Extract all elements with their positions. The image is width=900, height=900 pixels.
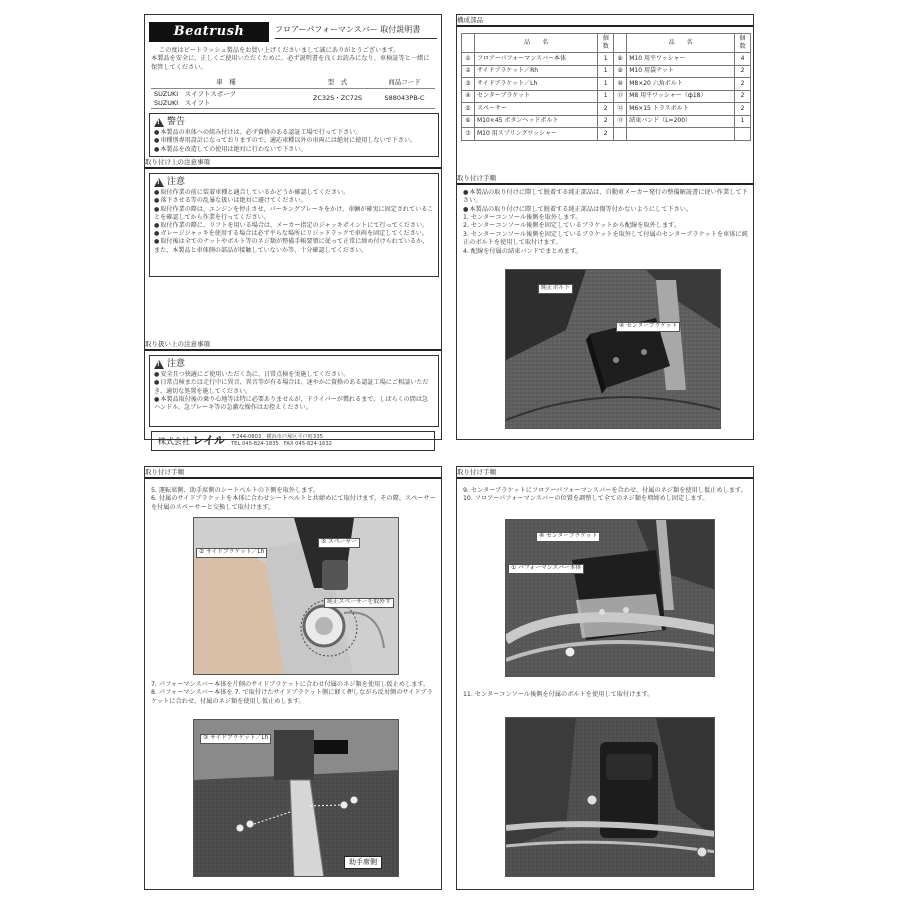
install-notes-box bbox=[149, 173, 439, 277]
callout-bar-body: ① パフォーマンスバー本体 bbox=[508, 564, 584, 574]
part-name: サイドブラケット／Rh bbox=[475, 65, 598, 78]
part-no: ⑥ bbox=[462, 115, 475, 128]
part-no: ① bbox=[462, 53, 475, 66]
procedure1-step-1: 1. センターコンソール後側を取外します。 bbox=[463, 214, 582, 222]
company-phone: TEL 045-824-1835 FAX 045-824-1632 bbox=[231, 441, 332, 447]
instruction-page-1 bbox=[144, 14, 442, 447]
part-name: M10 用平ワッシャー bbox=[627, 53, 735, 66]
part-no: ⑨ bbox=[614, 65, 627, 78]
company-prefix: 株式会社 bbox=[158, 436, 190, 446]
procedure3-step-11-text bbox=[463, 691, 749, 699]
part-no bbox=[614, 128, 627, 141]
part-no: ⑩ bbox=[614, 78, 627, 91]
photo-center-bracket-art bbox=[506, 270, 721, 429]
callout-side-bracket-lh-2: ③ サイドブラケット／Lh bbox=[200, 734, 271, 744]
part-qty: 2 bbox=[598, 115, 614, 128]
warning-icon bbox=[154, 118, 164, 127]
part-qty: 1 bbox=[598, 78, 614, 91]
vehicle-header-model: 型 式 bbox=[301, 77, 374, 88]
vehicle-header-car: 車 種 bbox=[151, 77, 301, 88]
part-qty: 1 bbox=[598, 53, 614, 66]
procedure1-step-4: 4. 配線を付属の結束バンドでまとめます。 bbox=[463, 247, 582, 255]
procedure1-note-2: ● 本製品の取り付けに際して脱着する純正部品は傷等付かないようにして下さい。 bbox=[463, 206, 749, 214]
vehicle-header-code: 商品コード bbox=[374, 77, 435, 88]
part-qty: 2 bbox=[735, 90, 751, 103]
photo-side-bracket bbox=[193, 517, 399, 675]
instruction-page-4 bbox=[456, 466, 754, 890]
part-no: ⑤ bbox=[462, 103, 475, 116]
part-no: ⑦ bbox=[462, 128, 475, 141]
vehicle-table bbox=[151, 77, 435, 109]
install-notes-head bbox=[154, 176, 434, 188]
part-name: M6×15 トラスボルト bbox=[627, 103, 735, 116]
part-name bbox=[627, 128, 735, 141]
parts-th-name-left: 品 名 bbox=[475, 34, 598, 53]
vehicle-car-2: SUZUKI スイフト bbox=[154, 98, 211, 107]
parts-row bbox=[462, 115, 751, 128]
instruction-page-3 bbox=[144, 466, 442, 890]
install-note-2: ● 落下させる等の乱暴な扱いは絶対に避けてください。 bbox=[154, 197, 434, 205]
parts-th-qty-left: 個数 bbox=[598, 34, 614, 53]
part-qty: 2 bbox=[735, 78, 751, 91]
warning-title: 警告 bbox=[167, 117, 186, 127]
part-name: M10×45 ボタンヘッドボルト bbox=[475, 115, 598, 128]
part-qty: 4 bbox=[735, 53, 751, 66]
caution-icon bbox=[154, 178, 164, 187]
procedure2-step-5: 5. 運転席側、助手席側のシートベルトの下側を取外します。 bbox=[151, 487, 320, 494]
part-no: ④ bbox=[462, 90, 475, 103]
company-footer bbox=[151, 431, 435, 451]
procedure1-note-1: ● 本製品の取り付けに際して脱着する純正部品は、自動車メーカー発行の整備解説書に従い作業して下さい。 bbox=[463, 189, 749, 206]
install-note-4: ● 取付作業の際に、リフトを用いる場合は、メーカー指定のジャッキポイントにて行ってください。 bbox=[154, 222, 434, 230]
procedure1-step-2: 2. センターコンソール後側を固定しているブラケットから配線を取外します。 bbox=[463, 222, 681, 230]
handling-notes-heading: 取り扱い上の注意事項 bbox=[145, 341, 441, 351]
callout-remove-spacer: 純正スペーサーを取外す bbox=[324, 598, 394, 608]
warning-heading bbox=[154, 116, 434, 128]
passenger-side-badge: 助手席側 bbox=[344, 856, 382, 869]
procedure2-steps-7-8 bbox=[151, 681, 437, 706]
intro-text bbox=[151, 47, 435, 72]
procedure3-step-11: 11. センターコンソール後側を付属のボルトを使用して取付けます。 bbox=[463, 691, 654, 698]
callout-spacer: ⑤ スペーサー bbox=[318, 538, 360, 548]
parts-th-name-right: 品 名 bbox=[627, 34, 735, 53]
part-name: M8 用平ワッシャー（ф18） bbox=[627, 90, 735, 103]
parts-row bbox=[462, 128, 751, 141]
part-name: M10 用袋ナット bbox=[627, 65, 735, 78]
photo-center-bracket bbox=[505, 269, 721, 429]
callout-side-bracket-lh: ② サイドブラケット／Lh bbox=[196, 548, 267, 558]
parts-row bbox=[462, 103, 751, 116]
company-main-name: レイル bbox=[192, 433, 225, 447]
handling-note-2: ● 日常点検または走行中に異音、異音等が有る場合は、速やかに資格のある認証工場にご相談いただき、適切な処置を施してください。 bbox=[154, 379, 434, 395]
warning-item-1: ● 本製品の車体への組み付けは、必ず資格のある認証工場で行って下さい。 bbox=[154, 129, 434, 137]
photo-bar-fitting bbox=[505, 519, 715, 677]
part-name: 結束バンド（L=200） bbox=[627, 115, 735, 128]
part-qty: 2 bbox=[598, 103, 614, 116]
document-title: フロアーパフォーマンスバー 取付説明書 bbox=[275, 25, 437, 39]
procedure3-step-9: 9. センターブラケットにフロアーパフォーマンスバーを合わせ、付属のネジ類を使用し仮止めします。 bbox=[463, 487, 747, 494]
procedure2-step-6: 6. 付属のサイドブラケットを本体に合わせシートベルトと共締めにて取付けます。その際、スペーサーを付属のスペーサーと交換して取付けます。 bbox=[151, 495, 436, 511]
warning-item-2: ● 車種別専用設計になっておりますので、適応車種以外の車両には絶対に使用しないで下さい。 bbox=[154, 137, 434, 145]
part-qty: 1 bbox=[735, 115, 751, 128]
part-name: M10 用スプリングワッシャー bbox=[475, 128, 598, 141]
parts-th-qty-right: 個数 bbox=[735, 34, 751, 53]
part-qty: 1 bbox=[598, 90, 614, 103]
part-name: スペーサー bbox=[475, 103, 598, 116]
parts-row bbox=[462, 65, 751, 78]
photo-bar-fitting-art bbox=[506, 520, 715, 677]
procedure3-steps-9-10 bbox=[463, 487, 749, 504]
intro-line-2: 本製品を安全に、正しくご使用いただくために、必ず説明書を良くお読みになり、車検証等と一緒に保管してください。 bbox=[151, 55, 430, 71]
company-address: 〒244-0803 横浜市戸塚区平戸町335 bbox=[231, 434, 323, 441]
vehicle-cell-code: S88043PB-C bbox=[374, 88, 435, 109]
caution-icon bbox=[154, 360, 164, 369]
parts-table bbox=[461, 33, 751, 141]
procedure2-step-7: 7. パフォーマンスバー本体を片側のサイドブラケットに合わせ付属のネジ類を使用し仮止めします。 bbox=[151, 681, 430, 688]
warning-item-3: ● 本製品を改造しての使用は絶対に行わないで下さい。 bbox=[154, 146, 434, 154]
procedure1-heading: 取り付け手順 bbox=[457, 175, 753, 185]
part-no: ⑧ bbox=[614, 53, 627, 66]
parts-heading: 構成部品 bbox=[457, 17, 753, 27]
install-note-1: ● 取付作業の前に装着車種と適合しているかどうか確認してください。 bbox=[154, 189, 434, 197]
handling-notes-head bbox=[154, 358, 434, 370]
header bbox=[149, 21, 437, 43]
handling-note-1: ● 安全且つ快適にご使用いただく為に、日常点検を実施してください。 bbox=[154, 371, 434, 379]
handling-notes-box bbox=[149, 355, 439, 427]
parts-row bbox=[462, 90, 751, 103]
part-no: ⑫ bbox=[614, 103, 627, 116]
handling-note-3: ● 本製品取付後の乗り心地等は特に必要ありませんが、ドライバーが慣れるまで、しばらくの間は急ハンドル、急ブレーキ等の急激な操作はお控えください。 bbox=[154, 396, 434, 412]
parts-row bbox=[462, 53, 751, 66]
photo-center-console-art bbox=[506, 718, 715, 877]
procedure1-step-3: 3. センターコンソール後側を固定しているブラケットを取外して付属のセンターブラケットを車体に純正のボルトを使用して取付けます。 bbox=[463, 230, 748, 247]
procedure2-heading: 取り付け手順 bbox=[145, 469, 441, 479]
parts-row bbox=[462, 78, 751, 91]
procedure2-step-8: 8. パフォーマンスバー本体を 7. で取付けたサイドブラケット側に軽く押しながら反対側のサイドブラケットに合わせ、付属のネジ類を使用し仮止めします。 bbox=[151, 689, 433, 705]
warning-box bbox=[149, 113, 439, 157]
callout-center-bracket-2: ④ センターブラケット bbox=[536, 532, 600, 542]
install-note-5: ● ガレージジャッキを使用する場合は必ず平らな場所にリジッドラックで車両を固定してください。 bbox=[154, 230, 434, 238]
parts-th-no-right bbox=[614, 34, 627, 53]
callout-center-bracket: ④ センターブラケット bbox=[616, 322, 680, 332]
procedure1-text bbox=[463, 189, 749, 256]
photo-center-console bbox=[505, 717, 715, 877]
part-name: フロアーパフォーマンスバー本体 bbox=[475, 53, 598, 66]
part-no: ② bbox=[462, 65, 475, 78]
part-no: ⑪ bbox=[614, 90, 627, 103]
brand-logo: Beatrush bbox=[149, 22, 269, 42]
part-qty: 2 bbox=[735, 65, 751, 78]
company-name bbox=[158, 434, 225, 449]
part-name: サイドブラケット／Lh bbox=[475, 78, 598, 91]
procedure3-step-10: 10. フロアーパフォーマンスバーの位置を調整して全てのネジ類を増締めし固定します。 bbox=[463, 495, 709, 503]
photo-side-bracket-art bbox=[194, 518, 399, 675]
install-note-6: ● 取付後は全てのナットやボルト等のネジ類が整備手帳要領に従って正常に締め付けられているか、また、本製品と車体側の部品が接触していないか等、十分確認してください。 bbox=[154, 238, 434, 254]
part-no: ⑬ bbox=[614, 115, 627, 128]
part-qty bbox=[735, 128, 751, 141]
vehicle-cell-car bbox=[151, 88, 301, 109]
procedure3-heading: 取り付け手順 bbox=[457, 469, 753, 479]
install-notes-heading: 取り付け上の注意事項 bbox=[145, 159, 441, 169]
part-qty: 2 bbox=[598, 128, 614, 141]
part-no: ③ bbox=[462, 78, 475, 91]
callout-genuine-bolt: 純正ボルト bbox=[538, 284, 573, 294]
instruction-page-2 bbox=[456, 14, 754, 440]
photo-passenger-side bbox=[193, 719, 399, 877]
vehicle-cell-model: ZC32S・ZC72S bbox=[301, 88, 374, 109]
parts-th-no-left bbox=[462, 34, 475, 53]
intro-line-1: この度はビートラッシュ製品をお買い上げくださいまして誠にありがとうございます。 bbox=[159, 47, 400, 54]
part-qty: 2 bbox=[735, 103, 751, 116]
parts-body bbox=[462, 53, 751, 141]
install-notes-title: 注意 bbox=[167, 177, 186, 187]
vehicle-car-1: SUZUKI スイフトスポーツ bbox=[154, 89, 237, 98]
part-qty: 1 bbox=[598, 65, 614, 78]
part-name: センターブラケット bbox=[475, 90, 598, 103]
parts-header-row bbox=[462, 34, 751, 53]
procedure2-steps-5-6 bbox=[151, 487, 437, 512]
install-note-3: ● 取付作業の際は、エンジンを停止させ、パーキングブレーキをかけ、車輌が確実に固定されていることを確認してから作業を行ってください。 bbox=[154, 206, 434, 222]
company-contact bbox=[231, 434, 332, 448]
part-name: M8×20 六角ボルト bbox=[627, 78, 735, 91]
handling-notes-title: 注意 bbox=[167, 359, 186, 369]
